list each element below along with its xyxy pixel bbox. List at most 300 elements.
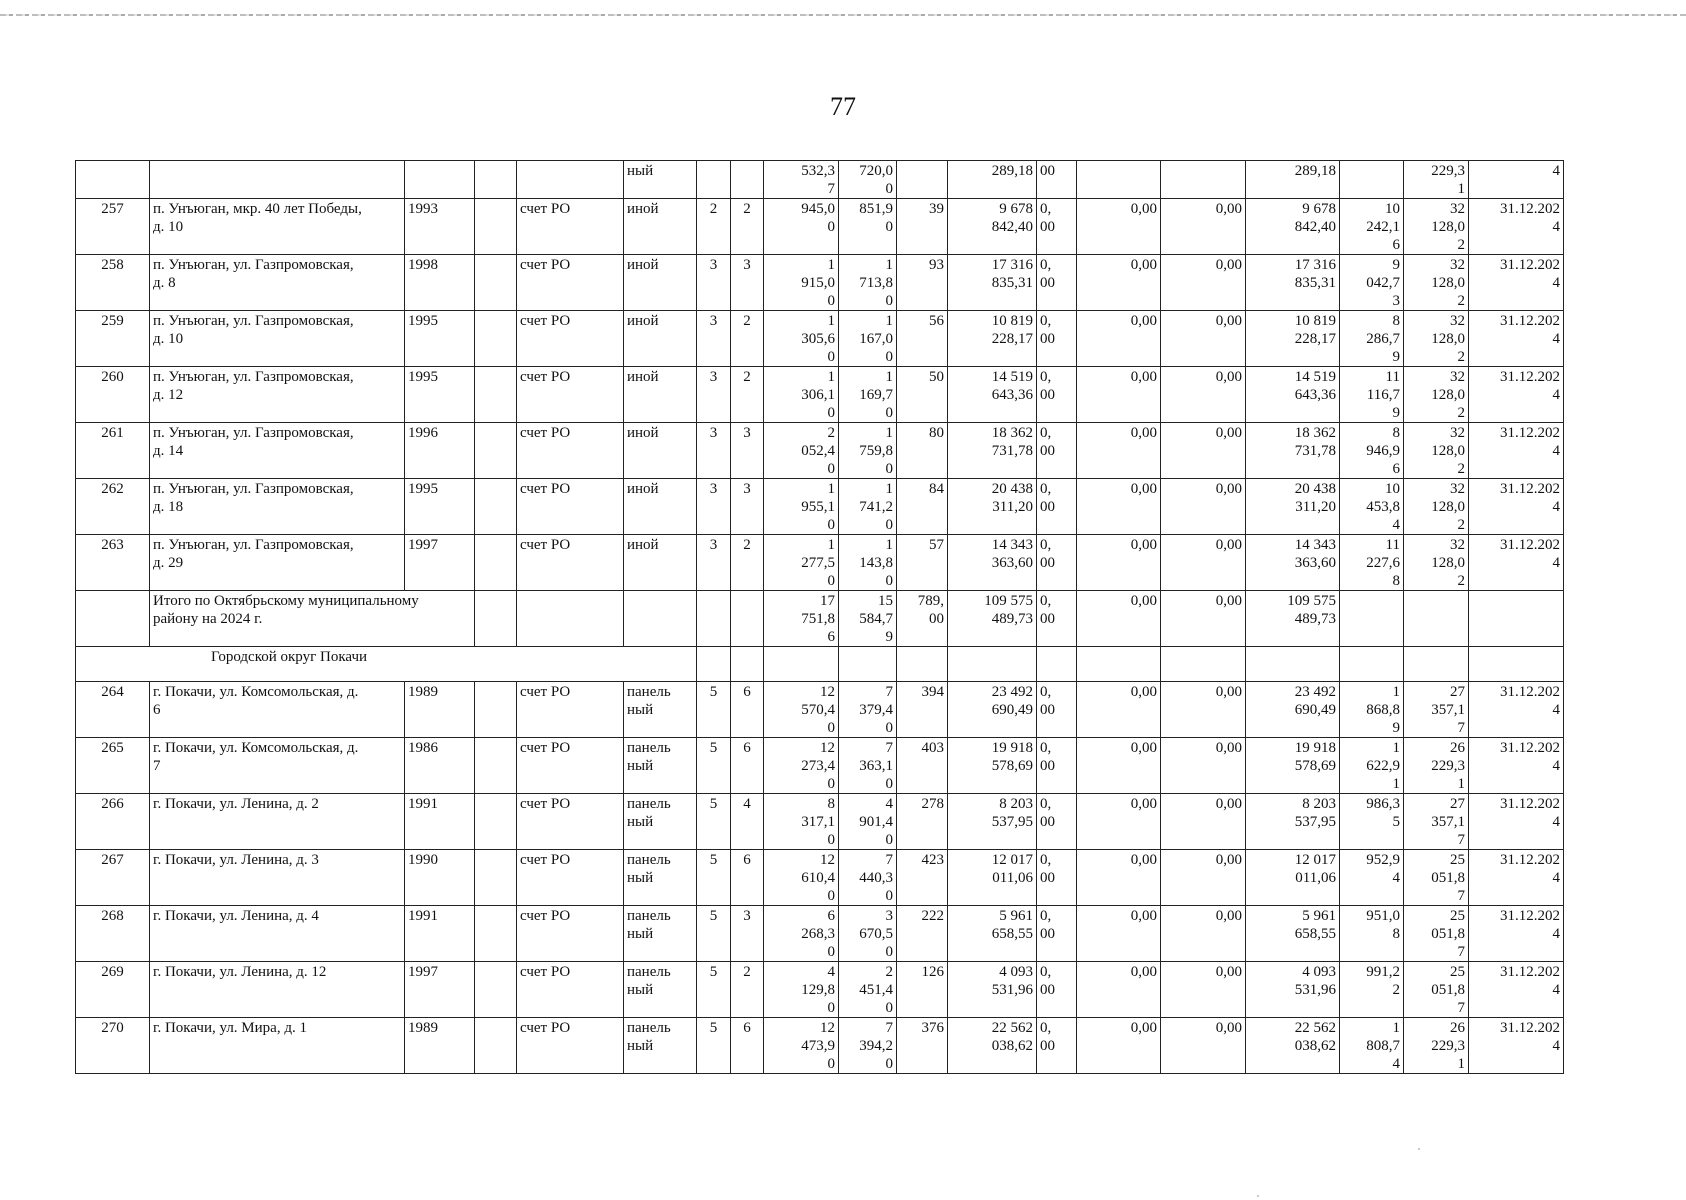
cell-wall-material: иной [624,199,697,255]
cell-year: 1995 [405,479,475,535]
cell-wall-material: панель ный [624,962,697,1018]
cell-total-cost: 4 093 531,96 [948,962,1037,1018]
cell-limit-cost: 32 128,0 2 [1404,255,1469,311]
cell-year: 1997 [405,962,475,1018]
cell-fund-owners: 22 562 038,62 [1246,1018,1340,1074]
cell-blank [475,850,517,906]
cell-num: 268 [76,906,150,962]
cell-blank [1077,647,1161,682]
cell-unit-cost: 1 868,8 9 [1340,682,1404,738]
cell-floors [697,161,731,199]
total-area: 17 751,8 6 [764,591,839,647]
cell-fund-method: счет РО [517,1018,624,1074]
cell-fund-owners: 23 492 690,49 [1246,682,1340,738]
cell-fund-b: 0,00 [1077,255,1161,311]
cell-year: 1996 [405,423,475,479]
cell-fund-b: 0,00 [1077,423,1161,479]
cell-address: г. Покачи, ул. Комсомольская, д. 6 [150,682,405,738]
cell-num: 267 [76,850,150,906]
cell-num: 257 [76,199,150,255]
cell-fund-method: счет РО [517,367,624,423]
cell-fund-c: 0,00 [1161,423,1246,479]
cell-fund-c: 0,00 [1161,850,1246,906]
cell-fund-owners: 19 918 578,69 [1246,738,1340,794]
cell-address: п. Унъюган, мкр. 40 лет Победы, д. 10 [150,199,405,255]
cell-deadline: 31.12.202 4 [1469,794,1564,850]
cell-fund-b: 0,00 [1077,311,1161,367]
cell-year: 1995 [405,367,475,423]
cell-residents: 403 [897,738,948,794]
cell-address: п. Унъюган, ул. Газпромовская, д. 8 [150,255,405,311]
scan-speck [1418,1148,1420,1150]
cell-blank [1404,647,1469,682]
cell-blank [517,591,624,647]
cell-entrances: 3 [731,423,764,479]
cell-floors: 3 [697,479,731,535]
cell-total-area: 12 610,4 0 [764,850,839,906]
cell-fund-c: 0,00 [1161,682,1246,738]
cell-year: 1989 [405,682,475,738]
cell-num: 266 [76,794,150,850]
table-row [76,367,1564,423]
cell-residents: 57 [897,535,948,591]
cell-limit-cost: 32 128,0 2 [1404,535,1469,591]
cell-entrances: 2 [731,535,764,591]
cell-residents [897,161,948,199]
cell-unit-cost: 1 622,9 1 [1340,738,1404,794]
cell-total-cost: 5 961 658,55 [948,906,1037,962]
cell-limit-cost: 32 128,0 2 [1404,311,1469,367]
total-fund-owners: 109 575 489,73 [1246,591,1340,647]
cell-limit-cost: 27 357,1 7 [1404,682,1469,738]
table-row [76,962,1564,1018]
cell-num: 258 [76,255,150,311]
cell-address: г. Покачи, ул. Ленина, д. 3 [150,850,405,906]
cell-blank [475,962,517,1018]
cell-num: 259 [76,311,150,367]
cell-limit-cost: 32 128,0 2 [1404,367,1469,423]
cell-residents: 84 [897,479,948,535]
cell-blank [475,535,517,591]
cell-wall-material: иной [624,535,697,591]
table-row [76,738,1564,794]
cell-limit-cost: 32 128,0 2 [1404,479,1469,535]
cell-residents: 222 [897,906,948,962]
cell-total-area: 6 268,3 0 [764,906,839,962]
cell-blank [1469,647,1564,682]
cell-fund-owners: 289,18 [1246,161,1340,199]
table-row [76,423,1564,479]
cell-total-cost: 23 492 690,49 [948,682,1037,738]
cell-entrances: 6 [731,738,764,794]
cell-blank [475,161,517,199]
table-body-pokachi [76,682,1564,1074]
cell-total-cost: 14 343 363,60 [948,535,1037,591]
cell-floors: 3 [697,311,731,367]
cell-wall-material: иной [624,423,697,479]
cell-living-area: 4 901,4 0 [839,794,897,850]
cell-address: г. Покачи, ул. Мира, д. 1 [150,1018,405,1074]
cell-num: 265 [76,738,150,794]
cell-limit-cost: 27 357,1 7 [1404,794,1469,850]
cell-num: 260 [76,367,150,423]
cell-fund-method: счет РО [517,962,624,1018]
cell-blank [697,647,731,682]
cell-unit-cost: 8 286,7 9 [1340,311,1404,367]
cell-fund-c: 0,00 [1161,199,1246,255]
cell-floors: 5 [697,682,731,738]
cell-num [76,591,150,647]
cell-total-area: 12 273,4 0 [764,738,839,794]
cell-fund-b: 0,00 [1077,199,1161,255]
cell-blank [475,794,517,850]
cell-blank [764,647,839,682]
table-row [76,850,1564,906]
cell-unit-cost: 991,2 2 [1340,962,1404,1018]
cell-blank [1037,647,1077,682]
cell-deadline: 4 [1469,161,1564,199]
cell-address: п. Унъюган, ул. Газпромовская, д. 18 [150,479,405,535]
cell-living-area: 1 759,8 0 [839,423,897,479]
cell-wall-material: панель ный [624,682,697,738]
cell-fund-c [1161,161,1246,199]
cell-fund-a: 00 [1037,161,1077,199]
cell-fund-a: 0, 00 [1037,535,1077,591]
table-row [76,535,1564,591]
total-residents: 789, 00 [897,591,948,647]
cell-fund-c: 0,00 [1161,906,1246,962]
cell-fund-method: счет РО [517,535,624,591]
cell-num: 262 [76,479,150,535]
table-row [76,479,1564,535]
cell-deadline: 31.12.202 4 [1469,311,1564,367]
cell-address: г. Покачи, ул. Ленина, д. 12 [150,962,405,1018]
cell-unit-cost: 951,0 8 [1340,906,1404,962]
cell-fund-b: 0,00 [1077,962,1161,1018]
cell-blank [475,367,517,423]
cell-floors: 5 [697,962,731,1018]
cell-wall-material: панель ный [624,738,697,794]
cell-living-area: 7 440,3 0 [839,850,897,906]
cell-total-area: 12 473,9 0 [764,1018,839,1074]
cell-fund-method: счет РО [517,199,624,255]
cell-fund-b: 0,00 [1077,794,1161,850]
cell-deadline: 31.12.202 4 [1469,199,1564,255]
cell-total-area: 4 129,8 0 [764,962,839,1018]
cell-total-cost: 10 819 228,17 [948,311,1037,367]
cell-num [76,161,150,199]
cell-address [150,161,405,199]
cell-deadline: 31.12.202 4 [1469,682,1564,738]
cell-total-cost: 9 678 842,40 [948,199,1037,255]
cell-blank [475,738,517,794]
cell-fund-b [1077,161,1161,199]
cell-entrances: 4 [731,794,764,850]
cell-year: 1986 [405,738,475,794]
cell-fund-c: 0,00 [1161,255,1246,311]
scan-edge-artifact [0,14,1686,16]
cell-entrances: 3 [731,906,764,962]
cell-fund-method [517,161,624,199]
cell-living-area: 1 167,0 0 [839,311,897,367]
cell-fund-a: 0, 00 [1037,1018,1077,1074]
cell-residents: 39 [897,199,948,255]
cell-fund-b: 0,00 [1077,850,1161,906]
cell-year: 1991 [405,906,475,962]
cell-floors: 3 [697,255,731,311]
cell-total-cost: 19 918 578,69 [948,738,1037,794]
cell-residents: 376 [897,1018,948,1074]
cell-living-area: 720,0 0 [839,161,897,199]
cell-unit-cost: 986,3 5 [1340,794,1404,850]
cell-floors: 3 [697,423,731,479]
cell-floors: 3 [697,367,731,423]
cell-wall-material: ный [624,161,697,199]
cell-fund-a: 0, 00 [1037,738,1077,794]
cell-fund-method: счет РО [517,311,624,367]
section-header-row [76,647,1564,682]
table-row [76,255,1564,311]
cell-fund-a: 0, 00 [1037,311,1077,367]
cell-blank [731,591,764,647]
cell-entrances: 3 [731,479,764,535]
cell-address: г. Покачи, ул. Комсомольская, д. 7 [150,738,405,794]
cell-address: п. Унъюган, ул. Газпромовская, д. 12 [150,367,405,423]
cell-unit-cost: 11 227,6 8 [1340,535,1404,591]
cell-wall-material: иной [624,255,697,311]
table-row [76,1018,1564,1074]
total-living-area: 15 584,7 9 [839,591,897,647]
cell-fund-a: 0, 00 [1037,423,1077,479]
cell-residents: 80 [897,423,948,479]
cell-wall-material: иной [624,367,697,423]
cell-deadline: 31.12.202 4 [1469,367,1564,423]
cell-fund-c: 0,00 [1161,311,1246,367]
cell-blank [475,682,517,738]
cell-total-area: 1 915,0 0 [764,255,839,311]
cell-fund-c: 0,00 [1161,962,1246,1018]
cell-entrances: 6 [731,682,764,738]
cell-blank [1161,647,1246,682]
cell-fund-method: счет РО [517,682,624,738]
table-row [76,794,1564,850]
cell-blank [697,591,731,647]
cell-floors: 5 [697,738,731,794]
cell-residents: 50 [897,367,948,423]
cell-fund-owners: 12 017 011,06 [1246,850,1340,906]
cell-fund-owners: 20 438 311,20 [1246,479,1340,535]
cell-total-area: 1 305,6 0 [764,311,839,367]
cell-total-area: 1 955,1 0 [764,479,839,535]
cell-blank [475,591,517,647]
table-row [76,906,1564,962]
cell-limit-cost: 26 229,3 1 [1404,738,1469,794]
cell-fund-a: 0, 00 [1037,962,1077,1018]
cell-fund-owners: 17 316 835,31 [1246,255,1340,311]
cell-floors: 5 [697,1018,731,1074]
cell-blank [475,1018,517,1074]
cell-wall-material: панель ный [624,850,697,906]
housing-register-table [75,160,1564,1074]
cell-fund-owners: 18 362 731,78 [1246,423,1340,479]
cell-address: п. Унъюган, ул. Газпромовская, д. 29 [150,535,405,591]
cell-entrances: 6 [731,1018,764,1074]
cell-total-cost: 12 017 011,06 [948,850,1037,906]
cell-fund-method: счет РО [517,794,624,850]
cell-blank [897,647,948,682]
cell-address: г. Покачи, ул. Ленина, д. 2 [150,794,405,850]
cell-entrances: 2 [731,311,764,367]
cell-year [405,161,475,199]
cell-deadline: 31.12.202 4 [1469,535,1564,591]
cell-living-area: 1 741,2 0 [839,479,897,535]
cell-wall-material: панель ный [624,906,697,962]
table-row [76,311,1564,367]
cell-fund-b: 0,00 [1077,738,1161,794]
cell-num: 261 [76,423,150,479]
cell-deadline: 31.12.202 4 [1469,479,1564,535]
cell-fund-b: 0,00 [1077,682,1161,738]
table-row [76,199,1564,255]
cell-residents: 423 [897,850,948,906]
cell-deadline: 31.12.202 4 [1469,423,1564,479]
cell-wall-material: панель ный [624,794,697,850]
cell-blank [475,199,517,255]
cell-unit-cost: 952,9 4 [1340,850,1404,906]
cell-fund-owners: 9 678 842,40 [1246,199,1340,255]
cell-fund-a: 0, 00 [1037,199,1077,255]
cell-fund-b: 0,00 [1077,535,1161,591]
cell-fund-method: счет РО [517,255,624,311]
cell-blank [475,479,517,535]
cell-unit-cost: 9 042,7 3 [1340,255,1404,311]
cell-unit-cost: 8 946,9 6 [1340,423,1404,479]
table-total-section [76,591,1564,682]
table-row [76,682,1564,738]
cell-fund-method: счет РО [517,906,624,962]
total-label: Итого по Октябрьскому муниципальному району на 2024 г. [150,591,475,647]
cell-fund-b: 0,00 [1077,479,1161,535]
cell-deadline: 31.12.202 4 [1469,1018,1564,1074]
cell-floors: 2 [697,199,731,255]
cell-limit-cost: 32 128,0 2 [1404,199,1469,255]
cell-address: п. Унъюган, ул. Газпромовская, д. 14 [150,423,405,479]
cell-total-area: 945,0 0 [764,199,839,255]
cell-total-area: 2 052,4 0 [764,423,839,479]
cell-fund-method: счет РО [517,423,624,479]
cell-living-area: 1 169,7 0 [839,367,897,423]
cell-fund-c: 0,00 [1161,738,1246,794]
total-cost: 109 575 489,73 [948,591,1037,647]
cell-deadline: 31.12.202 4 [1469,255,1564,311]
cell-residents: 93 [897,255,948,311]
cell-blank [1404,591,1469,647]
cell-wall-material: иной [624,479,697,535]
cell-fund-b: 0,00 [1077,1018,1161,1074]
cell-fund-a: 0, 00 [1037,682,1077,738]
cell-entrances: 2 [731,199,764,255]
cell-living-area: 1 143,8 0 [839,535,897,591]
cell-living-area: 2 451,4 0 [839,962,897,1018]
cell-entrances: 2 [731,367,764,423]
cell-living-area: 7 379,4 0 [839,682,897,738]
cell-fund-owners: 14 519 643,36 [1246,367,1340,423]
cell-total-cost: 22 562 038,62 [948,1018,1037,1074]
cell-address: г. Покачи, ул. Ленина, д. 4 [150,906,405,962]
cell-address: п. Унъюган, ул. Газпромовская, д. 10 [150,311,405,367]
cell-entrances: 6 [731,850,764,906]
cell-year: 1991 [405,794,475,850]
cell-fund-c: 0,00 [1161,794,1246,850]
total-fund-c: 0,00 [1161,591,1246,647]
cell-fund-a: 0, 00 [1037,367,1077,423]
cell-entrances: 3 [731,255,764,311]
cell-floors: 5 [697,794,731,850]
cell-blank [624,591,697,647]
cell-fund-owners: 10 819 228,17 [1246,311,1340,367]
cell-total-area: 12 570,4 0 [764,682,839,738]
cell-entrances [731,161,764,199]
cell-limit-cost: 25 051,8 7 [1404,906,1469,962]
cell-unit-cost: 11 116,7 9 [1340,367,1404,423]
cell-blank [475,906,517,962]
cell-total-area: 8 317,1 0 [764,794,839,850]
cell-blank [1340,647,1404,682]
cell-fund-owners: 5 961 658,55 [1246,906,1340,962]
cell-blank [1469,591,1564,647]
cell-unit-cost: 1 808,7 4 [1340,1018,1404,1074]
cell-fund-owners: 4 093 531,96 [1246,962,1340,1018]
cell-total-area: 532,3 7 [764,161,839,199]
cell-deadline: 31.12.202 4 [1469,850,1564,906]
cell-deadline: 31.12.202 4 [1469,906,1564,962]
cell-num: 270 [76,1018,150,1074]
cell-fund-owners: 8 203 537,95 [1246,794,1340,850]
cell-num: 263 [76,535,150,591]
cell-year: 1990 [405,850,475,906]
cell-blank [1246,647,1340,682]
section-title: Городской округ Покачи [76,647,697,682]
cell-fund-c: 0,00 [1161,479,1246,535]
cell-living-area: 3 670,5 0 [839,906,897,962]
cell-year: 1998 [405,255,475,311]
cell-fund-a: 0, 00 [1037,906,1077,962]
cell-total-area: 1 306,1 0 [764,367,839,423]
cell-unit-cost: 10 453,8 4 [1340,479,1404,535]
table-body-octyabrsky [76,161,1564,591]
cell-total-area: 1 277,5 0 [764,535,839,591]
cell-blank [731,647,764,682]
cell-num: 269 [76,962,150,1018]
cell-fund-method: счет РО [517,479,624,535]
page-number: 77 [830,92,856,121]
cell-deadline: 31.12.202 4 [1469,738,1564,794]
cell-floors: 5 [697,906,731,962]
total-row [76,591,1564,647]
cell-total-cost: 8 203 537,95 [948,794,1037,850]
scan-speck [1257,1195,1259,1197]
cell-residents: 126 [897,962,948,1018]
cell-entrances: 2 [731,962,764,1018]
total-fund-b: 0,00 [1077,591,1161,647]
table-row [76,161,1564,199]
cell-blank [839,647,897,682]
cell-blank [1340,591,1404,647]
cell-blank [948,647,1037,682]
cell-limit-cost: 26 229,3 1 [1404,1018,1469,1074]
cell-fund-c: 0,00 [1161,367,1246,423]
cell-year: 1997 [405,535,475,591]
